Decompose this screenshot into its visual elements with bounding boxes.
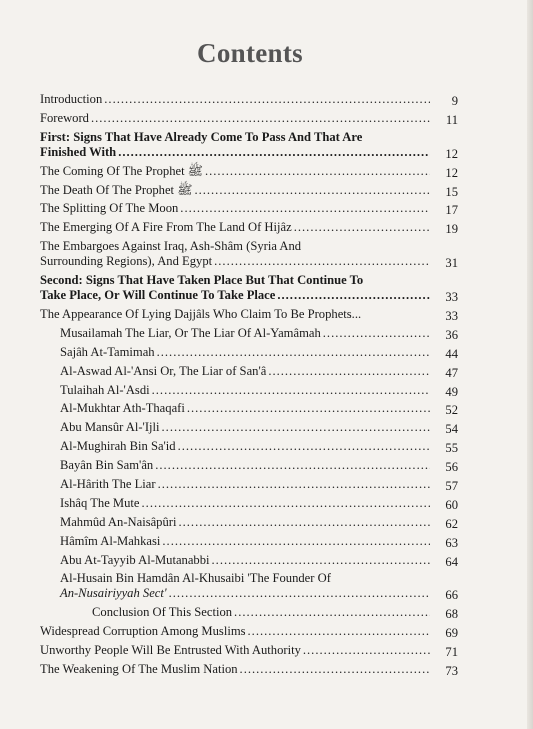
toc-entry-title: Ishâq The Mute <box>60 495 140 510</box>
toc-page-number: 71 <box>445 645 458 660</box>
dot-leader <box>169 586 430 601</box>
toc-entry-title: Mahmûd An-Naisâpûri <box>60 514 177 529</box>
toc-entry-title: The Appearance Of Lying Dajjâls Who Claim To Be Prophets... <box>40 307 362 322</box>
toc-entry-title: Al-Hârith The Liar <box>60 477 156 492</box>
toc-page-number: 36 <box>445 327 458 342</box>
toc-entry[interactable] <box>40 477 458 492</box>
dot-leader <box>157 345 430 360</box>
toc-entry-title: The Embargoes Against Iraq, Ash-Shâm (Syria And <box>40 239 302 254</box>
toc-page-number: 11 <box>445 112 458 127</box>
toc-entry[interactable] <box>40 201 458 216</box>
toc-page-number: 54 <box>445 422 458 437</box>
table-of-contents <box>40 92 458 681</box>
dot-leader <box>240 662 430 677</box>
toc-page-number: 66 <box>445 588 458 603</box>
dot-leader <box>212 553 430 568</box>
toc-entry[interactable] <box>40 111 458 126</box>
toc-entry-title: Abu Mansûr Al-'Ijli <box>60 420 160 435</box>
toc-entry-title: Foreword <box>40 110 89 125</box>
toc-page-number: 62 <box>445 516 458 531</box>
toc-entry-title: Al-Husain Bin Hamdân Al-Khusaibi 'The Founder Of <box>60 571 331 586</box>
dot-leader <box>205 164 430 179</box>
toc-entry[interactable] <box>40 401 458 416</box>
toc-entry-title: Take Place, Or Will Continue To Take Place <box>40 288 276 303</box>
toc-entry[interactable] <box>40 164 458 179</box>
toc-entry[interactable] <box>40 420 458 435</box>
dot-leader <box>268 364 430 379</box>
toc-entry-title: Hâmîm Al-Mahkasi <box>60 533 161 548</box>
dot-leader <box>118 145 430 160</box>
toc-page-number: 60 <box>445 497 458 512</box>
toc-entry[interactable] <box>40 571 458 601</box>
toc-entry[interactable] <box>40 307 458 322</box>
toc-entry[interactable] <box>40 534 458 549</box>
dot-leader <box>104 92 430 107</box>
dot-leader <box>178 439 430 454</box>
toc-page-number: 17 <box>445 203 458 218</box>
dot-leader <box>323 326 430 341</box>
toc-entry[interactable] <box>40 345 458 360</box>
toc-entry[interactable] <box>40 439 458 454</box>
toc-page-number: 63 <box>445 535 458 550</box>
toc-entry-title: Widespread Corruption Among Muslims <box>40 624 246 639</box>
dot-leader <box>152 383 430 398</box>
toc-entry-title: Surrounding Regions), And Egypt <box>40 254 213 269</box>
dot-leader <box>142 496 430 511</box>
toc-page-number: 33 <box>445 290 458 305</box>
toc-entry-title: The Splitting Of The Moon <box>40 201 179 216</box>
toc-entry-title: The Emerging Of A Fire From The Land Of Hijâz <box>40 220 292 235</box>
toc-page-number: 47 <box>445 365 458 380</box>
toc-entry[interactable] <box>40 130 458 160</box>
dot-leader <box>162 420 430 435</box>
toc-page-number: 64 <box>445 554 458 569</box>
dot-leader <box>277 288 430 303</box>
page-title: Contents <box>197 38 303 68</box>
toc-page-number: 33 <box>445 309 458 324</box>
toc-entry-title: Finished With <box>40 144 117 159</box>
toc-page-number: 68 <box>445 607 458 622</box>
toc-entry-title: Bayân Bin Sam'ân <box>60 458 154 473</box>
toc-entry[interactable] <box>40 458 458 473</box>
toc-entry-title: Tulaihah Al-'Asdi <box>60 382 150 397</box>
toc-entry-title: Unworthy People Will Be Entrusted With Authority <box>40 643 301 658</box>
toc-page-number: 49 <box>445 384 458 399</box>
toc-entry-title: Al-Mukhtar Ath-Thaqafi <box>60 401 185 416</box>
dot-leader <box>155 458 430 473</box>
toc-page-number: 15 <box>445 184 458 199</box>
toc-page-number: 57 <box>445 479 458 494</box>
toc-entry-title: The Coming Of The Prophet ﷺ <box>40 163 203 178</box>
dot-leader <box>178 515 430 530</box>
toc-entry-title: Musailamah The Liar, Or The Liar Of Al-Yamâmah <box>60 325 321 340</box>
toc-page-number: 52 <box>445 403 458 418</box>
toc-page-number: 31 <box>445 256 458 271</box>
dot-leader <box>194 183 430 198</box>
toc-page-number: 12 <box>445 146 458 161</box>
toc-entry[interactable] <box>40 364 458 379</box>
toc-entry-title: An-Nusairiyyah Sect' <box>60 586 167 601</box>
dot-leader <box>303 643 430 658</box>
toc-entry-title: Conclusion Of This Section <box>92 605 233 620</box>
toc-entry[interactable] <box>40 92 458 107</box>
toc-page-number: 12 <box>445 165 458 180</box>
toc-entry[interactable] <box>40 496 458 511</box>
toc-entry-title: Second: Signs That Have Taken Place But That Continue To <box>40 273 364 288</box>
toc-entry[interactable] <box>40 643 458 658</box>
toc-page-number: 19 <box>445 222 458 237</box>
toc-entry-title: Sajâh At-Tamimah <box>60 344 155 359</box>
toc-entry-title: The Weakening Of The Muslim Nation <box>40 662 238 677</box>
dot-leader <box>234 605 430 620</box>
toc-entry[interactable] <box>40 326 458 341</box>
toc-entry[interactable] <box>40 239 458 269</box>
dot-leader <box>162 534 430 549</box>
dot-leader <box>248 624 430 639</box>
toc-page-number: 56 <box>445 460 458 475</box>
toc-entry-title: The Death Of The Prophet ﷺ <box>40 182 193 197</box>
toc-entry[interactable] <box>40 515 458 530</box>
toc-entry[interactable] <box>40 383 458 398</box>
toc-page-number: 55 <box>445 441 458 456</box>
toc-page-number: 73 <box>445 664 458 679</box>
toc-entry[interactable] <box>40 662 458 677</box>
toc-page-number: 69 <box>445 626 458 641</box>
toc-entry-title: Abu At-Tayyib Al-Mutanabbi <box>60 552 210 567</box>
toc-page-number: 9 <box>451 94 458 108</box>
toc-entry-title: First: Signs That Have Already Come To Pass And That Are <box>40 129 363 144</box>
toc-entry-title: Introduction <box>40 92 103 106</box>
dot-leader <box>180 201 430 216</box>
dot-leader <box>187 401 430 416</box>
toc-entry[interactable] <box>40 624 458 639</box>
dot-leader <box>91 111 430 126</box>
toc-entry[interactable] <box>40 273 458 303</box>
page-edge <box>527 0 533 729</box>
toc-entry-title: Al-Aswad Al-'Ansi Or, The Liar of San'â <box>60 363 267 378</box>
toc-entry[interactable] <box>40 220 458 235</box>
dot-leader <box>294 220 430 235</box>
toc-page-number: 44 <box>445 346 458 361</box>
toc-entry[interactable] <box>40 183 458 198</box>
toc-entry[interactable] <box>40 605 458 620</box>
toc-entry[interactable] <box>40 553 458 568</box>
dot-leader <box>158 477 430 492</box>
dot-leader <box>214 254 430 269</box>
toc-entry-title: Al-Mughirah Bin Sa'id <box>60 439 176 454</box>
